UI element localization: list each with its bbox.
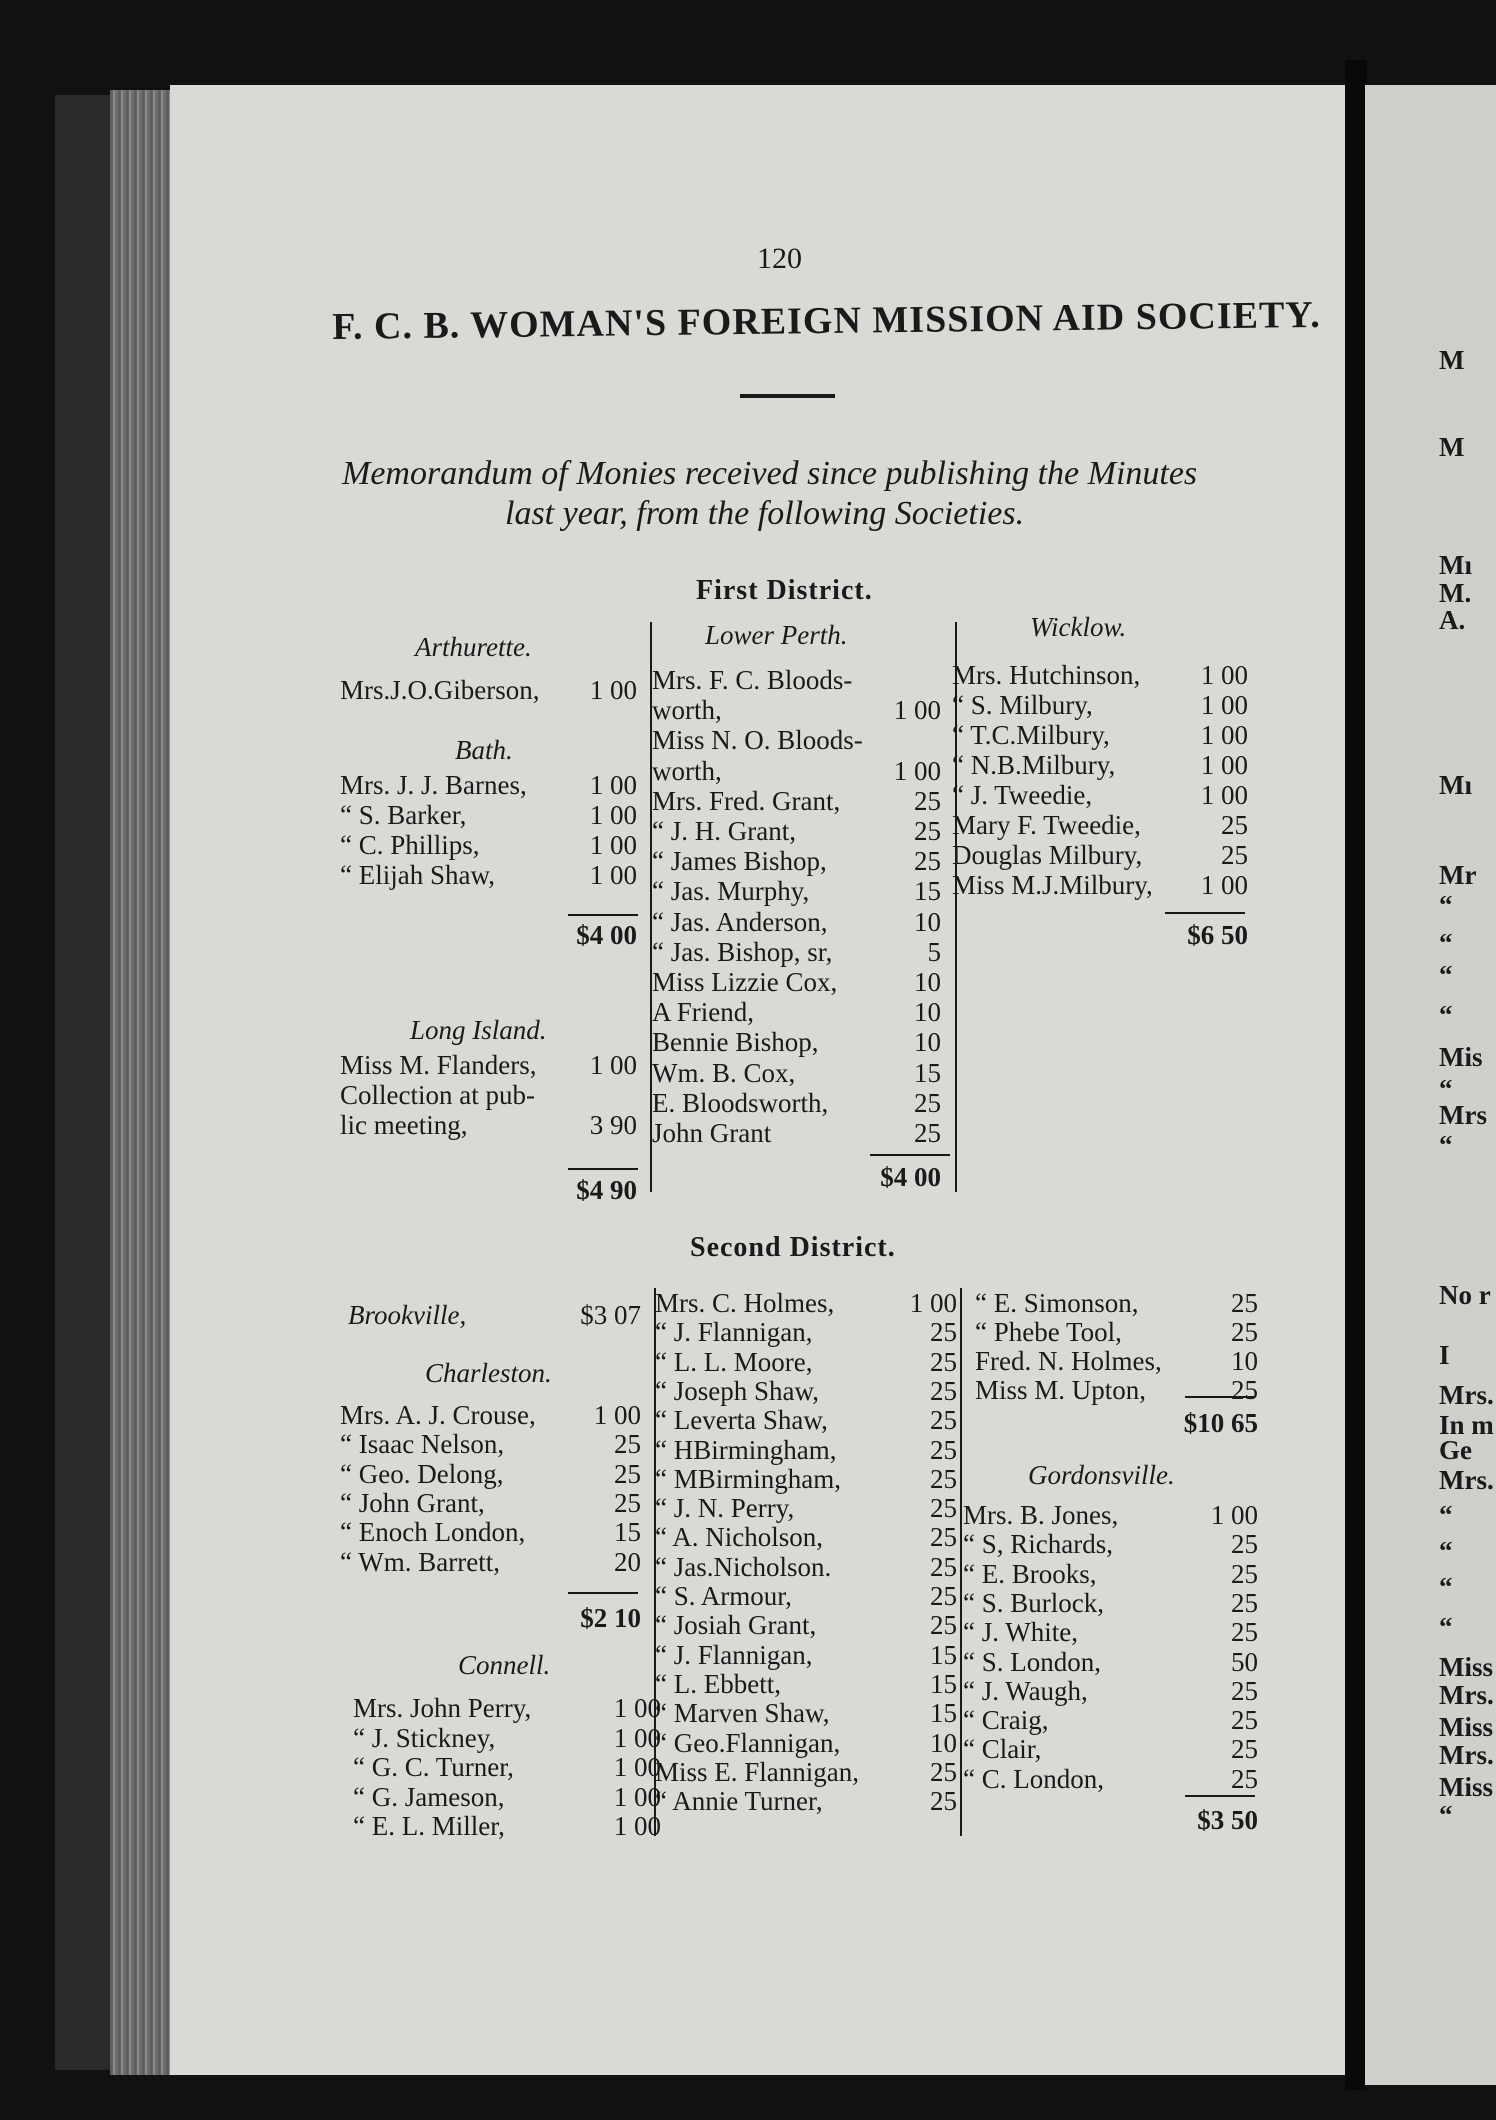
entry-amount: 1 00 xyxy=(613,1723,661,1753)
entry-name: “ C. Phillips, xyxy=(340,830,480,860)
entry-amount: 25 xyxy=(614,1488,641,1518)
entry-name: Miss E. Flannigan, xyxy=(655,1757,860,1787)
entry-name: “ A. Nicholson, xyxy=(655,1522,823,1552)
entry-name: Mary F. Tweedie, xyxy=(952,810,1141,840)
entry-name: “ S. Barker, xyxy=(340,800,467,830)
society-heading: Charleston. xyxy=(425,1358,552,1388)
entry-amount: 10 xyxy=(1231,1346,1258,1376)
entry-amount: 25 xyxy=(1231,1617,1258,1647)
entry-amount: 1 00 xyxy=(589,800,637,830)
entry-name: Mrs. C. Holmes, xyxy=(655,1288,835,1318)
entry-amount: 25 xyxy=(930,1405,957,1435)
entry-amount: 10 xyxy=(914,997,941,1027)
entry-name: “ S, Richards, xyxy=(963,1529,1113,1559)
entry-amount: 25 xyxy=(1231,1676,1258,1706)
entry-name: “ N.B.Milbury, xyxy=(952,750,1116,780)
entry-amount: 1 00 xyxy=(1200,780,1248,810)
entry-amount: 25 xyxy=(1231,1705,1258,1735)
society-total: $4 00 xyxy=(880,1162,941,1192)
entry-amount: 25 xyxy=(930,1464,957,1494)
next-page-text: Mı xyxy=(1439,550,1472,580)
next-page-text: Mrs. xyxy=(1439,1740,1494,1770)
society-heading: Long Island. xyxy=(410,1015,547,1045)
entry-name: “ J. H. Grant, xyxy=(652,816,796,846)
entry-amount: 25 xyxy=(1231,1375,1258,1405)
entry-name: Douglas Milbury, xyxy=(952,840,1143,870)
entry-name: “ S. Armour, xyxy=(655,1581,792,1611)
entry-amount: 1 00 xyxy=(589,830,637,860)
page-title: F. C. B. WOMAN'S FOREIGN MISSION AID SOCIETY. xyxy=(332,293,1321,348)
next-page-text: M xyxy=(1439,432,1465,462)
entry-name: “ C. London, xyxy=(963,1764,1104,1794)
entry-name: “ J. Tweedie, xyxy=(952,780,1093,810)
entry-name: “ Clair, xyxy=(963,1734,1042,1764)
entry-name: Fred. N. Holmes, xyxy=(975,1346,1162,1376)
entry-amount: 25 xyxy=(930,1376,957,1406)
next-page-text: Mrs xyxy=(1439,1100,1487,1130)
entry-name: “ HBirmingham, xyxy=(655,1435,837,1465)
entry-name: Mrs. Fred. Grant, xyxy=(652,786,841,816)
entry-amount: 1 00 xyxy=(1210,1500,1258,1530)
society-total: $2 10 xyxy=(580,1603,641,1633)
entry-name: A Friend, xyxy=(652,997,755,1027)
entry-name: “ S. Burlock, xyxy=(963,1588,1104,1618)
entry-name: Mrs.J.O.Giberson, xyxy=(340,675,540,705)
next-page-text: Mrs. xyxy=(1439,1465,1494,1495)
entry-name: “ J. Flannigan, xyxy=(655,1640,813,1670)
entry-amount: 20 xyxy=(614,1547,641,1577)
page-number: 120 xyxy=(757,242,802,275)
entry-amount: 15 xyxy=(930,1698,957,1728)
entry-amount: 1 00 xyxy=(613,1811,661,1841)
society-total: $10 65 xyxy=(1183,1408,1258,1438)
entry-amount: 25 xyxy=(930,1522,957,1552)
entry-amount: 1 00 xyxy=(893,756,941,786)
sum-rule xyxy=(870,1154,950,1156)
entry-name: “ J. N. Perry, xyxy=(655,1493,795,1523)
next-page-fragment xyxy=(1365,85,1496,2085)
entry-amount: 15 xyxy=(914,1058,941,1088)
entry-amount: 10 xyxy=(914,967,941,997)
entry-name: Mrs. J. J. Barnes, xyxy=(340,770,527,800)
next-page-text: In m xyxy=(1439,1410,1494,1440)
entry-name: “ J. White, xyxy=(963,1617,1078,1647)
entry-amount: 25 xyxy=(914,786,941,816)
entry-amount: 25 xyxy=(1231,1317,1258,1347)
district-heading-second: Second District. xyxy=(690,1232,896,1263)
entry-name: “ Annie Turner, xyxy=(655,1786,823,1816)
society-total: $4 00 xyxy=(576,920,637,950)
entry-amount: 5 xyxy=(927,937,941,967)
entry-name: “ E. L. Miller, xyxy=(353,1811,505,1841)
entry-amount: 10 xyxy=(914,907,941,937)
entry-amount: 1 00 xyxy=(1200,870,1248,900)
entry-name: “ T.C.Milbury, xyxy=(952,720,1110,750)
sum-rule xyxy=(1165,912,1245,914)
entry-amount: 25 xyxy=(930,1552,957,1582)
entry-name: “ Jas. Murphy, xyxy=(652,876,810,906)
entry-amount: 1 00 xyxy=(589,860,637,890)
society-heading: Gordonsville. xyxy=(1028,1460,1175,1490)
next-page-text: “ xyxy=(1439,890,1453,920)
next-page-text: “ xyxy=(1439,1500,1453,1530)
next-page-text: A. xyxy=(1439,605,1466,635)
next-page-text: Mrs. xyxy=(1439,1380,1494,1410)
entry-name: “ Wm. Barrett, xyxy=(340,1547,500,1577)
entry-amount: 25 xyxy=(930,1786,957,1816)
entry-name: “ Jas. Anderson, xyxy=(652,907,828,937)
entry-name: Mrs. F. C. Bloods- xyxy=(652,665,853,695)
next-page-text: Miss xyxy=(1439,1712,1493,1742)
society-heading: Connell. xyxy=(458,1650,551,1680)
entry-amount: 25 xyxy=(914,1088,941,1118)
entry-name: John Grant xyxy=(652,1118,772,1148)
entry-name: “ MBirmingham, xyxy=(655,1464,841,1494)
entry-amount: 15 xyxy=(614,1517,641,1547)
entry-amount: 25 xyxy=(1231,1764,1258,1794)
entry-name: “ J. Waugh, xyxy=(963,1676,1088,1706)
entry-amount: 25 xyxy=(930,1435,957,1465)
entry-name: “ Joseph Shaw, xyxy=(655,1376,819,1406)
entry-amount: 1 00 xyxy=(1200,660,1248,690)
next-page-text: Miss xyxy=(1439,1772,1493,1802)
entry-name: Miss M. Flanders, xyxy=(340,1050,537,1080)
society-heading: Wicklow. xyxy=(1030,612,1127,642)
entry-amount: 1 00 xyxy=(613,1752,661,1782)
society-total: $6 50 xyxy=(1187,920,1248,950)
entry-amount: 1 00 xyxy=(1200,690,1248,720)
entry-name: Miss N. O. Bloods- xyxy=(652,725,863,755)
entry-name: “ J. Flannigan, xyxy=(655,1317,813,1347)
society-heading: Lower Perth. xyxy=(705,620,848,650)
sum-rule xyxy=(568,914,638,916)
entry-amount: 25 xyxy=(1231,1734,1258,1764)
entry-name: “ E. Brooks, xyxy=(963,1559,1097,1589)
entry-amount: 1 00 xyxy=(613,1693,661,1723)
entry-name: “ G. C. Turner, xyxy=(353,1752,514,1782)
entry-name: Collection at pub- xyxy=(340,1080,535,1110)
society-heading: Brookville, xyxy=(348,1300,467,1330)
entry-name: “ Leverta Shaw, xyxy=(655,1405,828,1435)
entry-amount: 15 xyxy=(930,1669,957,1699)
next-page-text: “ xyxy=(1439,1612,1453,1642)
entry-amount: 25 xyxy=(1221,840,1248,870)
next-page-text: “ xyxy=(1439,960,1453,990)
entry-amount: 3 90 xyxy=(589,1110,637,1140)
entry-name: Mrs. John Perry, xyxy=(353,1693,532,1723)
entry-name: “ L. Ebbett, xyxy=(655,1669,781,1699)
entry-amount: 1 00 xyxy=(909,1288,957,1318)
entry-amount: $3 07 xyxy=(580,1300,641,1330)
society-total: $4 90 xyxy=(576,1175,637,1205)
entry-amount: 25 xyxy=(930,1493,957,1523)
entry-name: “ S. Milbury, xyxy=(952,690,1093,720)
entry-name: Mrs. Hutchinson, xyxy=(952,660,1141,690)
entry-name: “ Craig, xyxy=(963,1705,1049,1735)
entry-name: “ J. Stickney, xyxy=(353,1723,496,1753)
entry-amount: 25 xyxy=(930,1757,957,1787)
next-page-text: Mrs. xyxy=(1439,1680,1494,1710)
entry-name: “ James Bishop, xyxy=(652,846,827,876)
sum-rule xyxy=(568,1592,638,1594)
next-page-text: “ xyxy=(1439,1536,1453,1566)
memorandum-line-2: last year, from the following Societies. xyxy=(505,495,1025,532)
entry-name: Wm. B. Cox, xyxy=(652,1058,796,1088)
memorandum-line-1: Memorandum of Monies received since publishing the Minutes xyxy=(342,455,1198,492)
entry-name: “ Geo. Delong, xyxy=(340,1459,504,1489)
next-page-text: “ xyxy=(1439,1074,1453,1104)
entry-amount: 1 00 xyxy=(1200,720,1248,750)
entry-name: “ Jas. Bishop, sr, xyxy=(652,937,833,967)
next-page-text: Mr xyxy=(1439,860,1477,890)
column-divider xyxy=(960,1288,962,1836)
next-page-text: “ xyxy=(1439,1800,1453,1830)
entry-amount: 25 xyxy=(930,1317,957,1347)
book-gutter xyxy=(1345,60,1367,2090)
entry-name: “ Marven Shaw, xyxy=(655,1698,830,1728)
entry-amount: 25 xyxy=(930,1610,957,1640)
entry-amount: 25 xyxy=(914,846,941,876)
entry-amount: 25 xyxy=(914,816,941,846)
entry-name: worth, xyxy=(652,756,722,786)
entry-name: lic meeting, xyxy=(340,1110,468,1140)
next-page-text: Mis xyxy=(1439,1042,1483,1072)
entry-name: “ Phebe Tool, xyxy=(975,1317,1122,1347)
entry-name: “ E. Simonson, xyxy=(975,1288,1139,1318)
entry-amount: 1 00 xyxy=(589,770,637,800)
entry-amount: 10 xyxy=(930,1728,957,1758)
next-page-text: M. xyxy=(1439,578,1472,608)
entry-name: “ Josiah Grant, xyxy=(655,1610,817,1640)
entry-name: “ John Grant, xyxy=(340,1488,485,1518)
entry-amount: 25 xyxy=(1231,1588,1258,1618)
entry-amount: 25 xyxy=(614,1459,641,1489)
entry-amount: 1 00 xyxy=(589,675,637,705)
society-heading: Bath. xyxy=(455,735,513,765)
sum-rule xyxy=(568,1168,638,1170)
entry-name: Miss Lizzie Cox, xyxy=(652,967,838,997)
entry-amount: 15 xyxy=(914,876,941,906)
next-page-text: “ xyxy=(1439,1130,1453,1160)
entry-name: “ Isaac Nelson, xyxy=(340,1429,505,1459)
next-page-text: Ge xyxy=(1439,1435,1472,1465)
entry-amount: 25 xyxy=(930,1347,957,1377)
next-page-text: No r xyxy=(1439,1280,1491,1310)
entry-name: “ Enoch London, xyxy=(340,1517,526,1547)
entry-name: worth, xyxy=(652,695,722,725)
entry-name: “ S. London, xyxy=(963,1647,1101,1677)
next-page-text: “ xyxy=(1439,1000,1453,1030)
entry-amount: 25 xyxy=(614,1429,641,1459)
next-page-text: “ xyxy=(1439,1572,1453,1602)
entry-amount: 25 xyxy=(1231,1529,1258,1559)
entry-name: “ Geo.Flannigan, xyxy=(655,1728,841,1758)
entry-amount: 15 xyxy=(930,1640,957,1670)
next-page-text: I xyxy=(1439,1340,1450,1370)
society-heading: Arthurette. xyxy=(415,632,532,662)
entry-amount: 1 00 xyxy=(893,695,941,725)
entry-name: “ L. L. Moore, xyxy=(655,1347,813,1377)
entry-name: “ Elijah Shaw, xyxy=(340,860,495,890)
title-rule xyxy=(740,394,835,398)
entry-name: Mrs. A. J. Crouse, xyxy=(340,1400,536,1430)
entry-amount: 1 00 xyxy=(593,1400,641,1430)
next-page-text: Miss xyxy=(1439,1652,1493,1682)
sum-rule xyxy=(1185,1795,1255,1797)
entry-amount: 25 xyxy=(914,1118,941,1148)
entry-name: E. Bloodsworth, xyxy=(652,1088,829,1118)
entry-amount: 25 xyxy=(930,1581,957,1611)
entry-name: “ Jas.Nicholson. xyxy=(655,1552,832,1582)
entry-amount: 25 xyxy=(1221,810,1248,840)
next-page-text: Mı xyxy=(1439,770,1472,800)
entry-amount: 25 xyxy=(1231,1559,1258,1589)
entry-amount: 10 xyxy=(914,1027,941,1057)
entry-amount: 25 xyxy=(1231,1288,1258,1318)
entry-amount: 1 00 xyxy=(613,1782,661,1812)
entry-name: Miss M. Upton, xyxy=(975,1375,1147,1405)
entry-name: Bennie Bishop, xyxy=(652,1027,819,1057)
society-total: $3 50 xyxy=(1197,1805,1258,1835)
entry-name: Miss M.J.Milbury, xyxy=(952,870,1153,900)
entry-name: “ G. Jameson, xyxy=(353,1782,505,1812)
entry-amount: 50 xyxy=(1231,1647,1258,1677)
entry-name: Mrs. B. Jones, xyxy=(963,1500,1119,1530)
entry-amount: 1 00 xyxy=(589,1050,637,1080)
next-page-text: M xyxy=(1439,345,1465,375)
district-heading-first: First District. xyxy=(696,575,873,606)
next-page-text: “ xyxy=(1439,928,1453,958)
entry-amount: 1 00 xyxy=(1200,750,1248,780)
